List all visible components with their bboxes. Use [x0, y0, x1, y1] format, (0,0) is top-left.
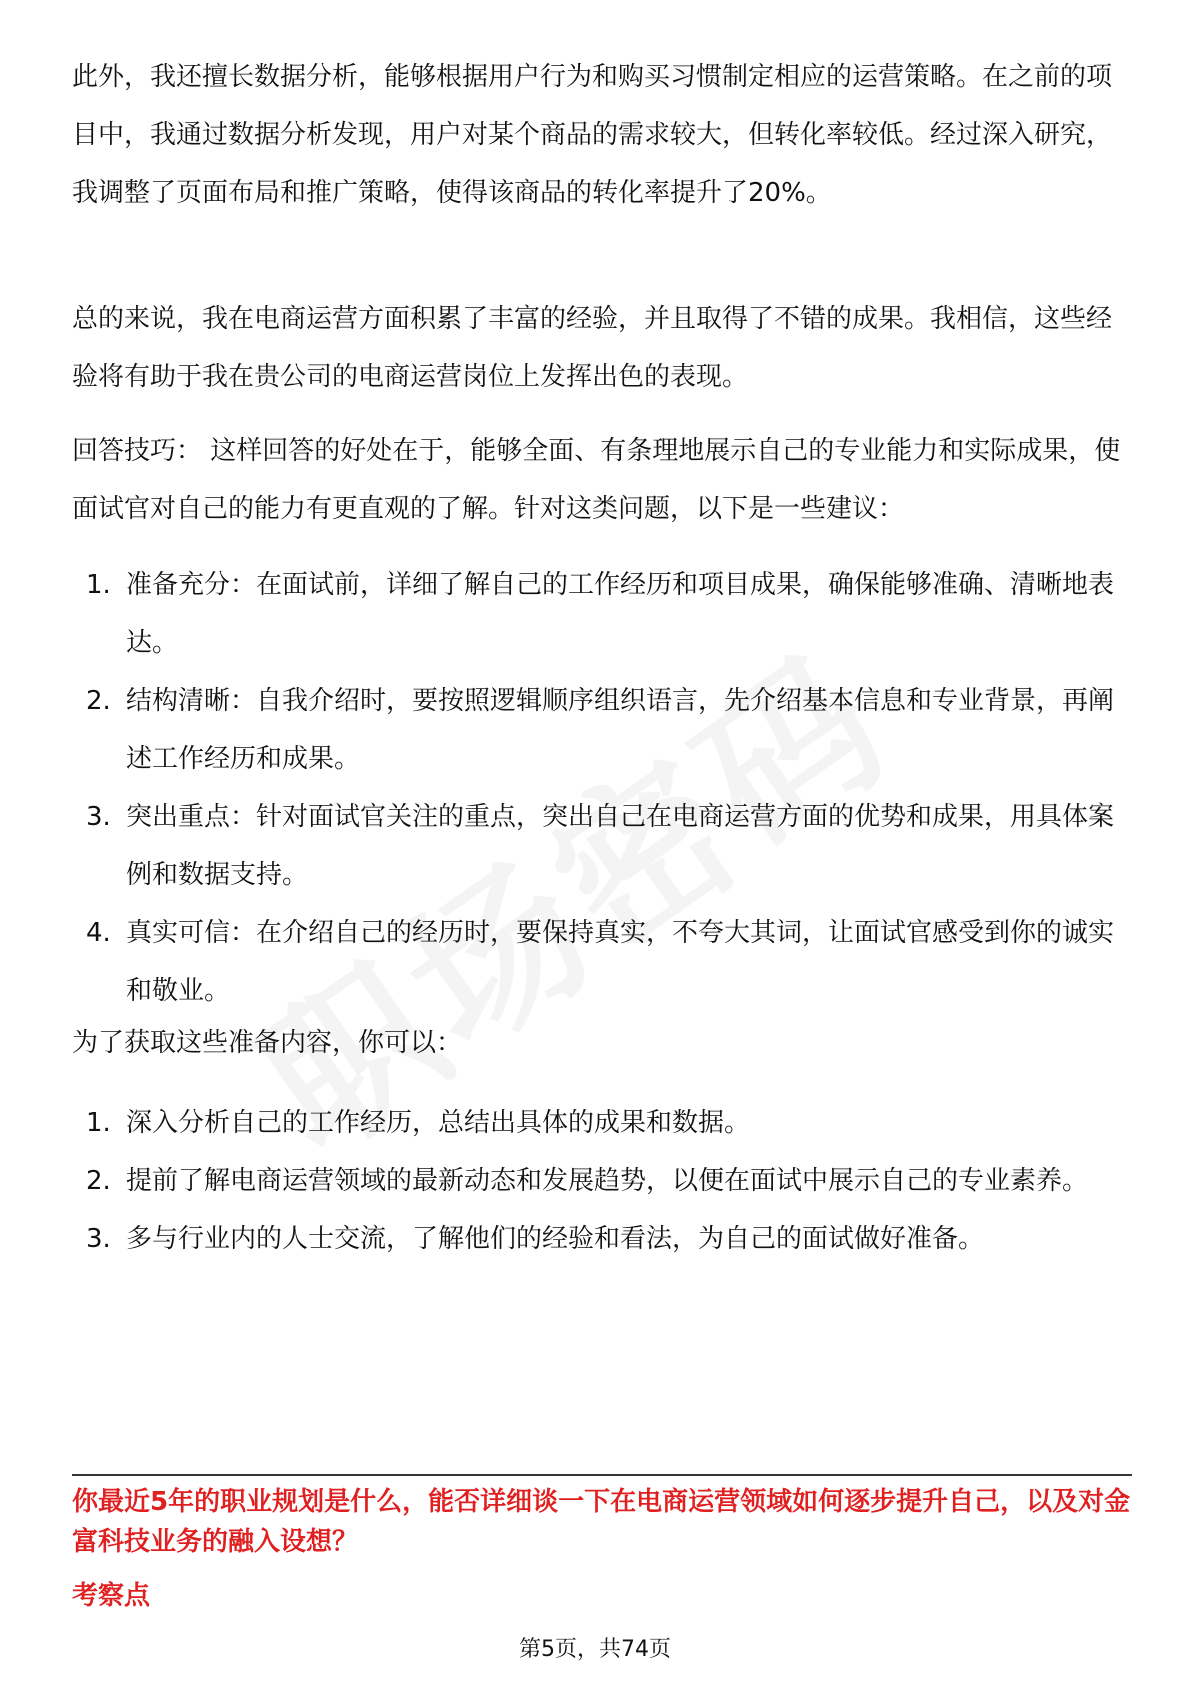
list-text: 真实可信：在介绍自己的经历时，要保持真实，不夸大其词，让面试官感受到你的诚实和敬业。	[126, 918, 1115, 1006]
paragraph-answer-tips: 回答技巧： 这样回答的好处在于，能够全面、有条理地展示自己的专业能力和实际成果，使面试官对自己的能力有更直观的了解。针对这类问题，以下是一些建议：	[72, 436, 1121, 524]
list-number: 3.	[86, 802, 111, 832]
list-text: 提前了解电商运营领域的最新动态和发展趋势，以便在面试中展示自己的专业素养。	[126, 1166, 1089, 1196]
prep-list	[72, 1094, 1132, 1268]
list-item	[72, 904, 1132, 1020]
list-number: 1.	[86, 570, 111, 600]
paragraph-summary: 总的来说，我在电商运营方面积累了丰富的经验，并且取得了不错的成果。我相信，这些经验将有助于我在贵公司的电商运营岗位上发挥出色的表现。	[72, 304, 1113, 392]
section-label: 考察点	[72, 1581, 151, 1611]
list-item	[72, 788, 1132, 904]
list-item	[72, 672, 1132, 788]
list-text: 多与行业内的人士交流，了解他们的经验和看法，为自己的面试做好准备。	[126, 1224, 985, 1254]
list-item	[72, 1094, 1132, 1152]
page-footer: 第5页，共74页	[519, 1637, 671, 1662]
tips-list	[72, 556, 1132, 1020]
list-number: 2.	[86, 686, 111, 716]
list-item	[72, 1210, 1132, 1268]
section-divider	[72, 1474, 1132, 1476]
interview-question: 你最近5年的职业规划是什么，能否详细谈一下在电商运营领域如何逐步提升自己，以及对金富科技业务的融入设想？	[72, 1487, 1131, 1557]
list-text: 突出重点：针对面试官关注的重点，突出自己在电商运营方面的优势和成果，用具体案例和数据支持。	[126, 802, 1115, 890]
paragraph-data-analysis: 此外，我还擅长数据分析，能够根据用户行为和购买习惯制定相应的运营策略。在之前的项目中，我通过数据分析发现，用户对某个商品的需求较大，但转化率较低。经过深入研究，我调整了页面布局和推广策略，使得该商品的转化率提升了20%。	[72, 62, 1113, 208]
list-item	[72, 556, 1132, 672]
list-number: 4.	[86, 918, 111, 948]
list-text: 结构清晰：自我介绍时，要按照逻辑顺序组织语言，先介绍基本信息和专业背景，再阐述工作经历和成果。	[126, 686, 1115, 774]
list-text: 准备充分：在面试前，详细了解自己的工作经历和项目成果，确保能够准确、清晰地表达。	[126, 570, 1115, 658]
paragraph-prep-intro: 为了获取这些准备内容，你可以：	[72, 1028, 463, 1058]
list-text: 深入分析自己的工作经历，总结出具体的成果和数据。	[126, 1108, 751, 1138]
list-item	[72, 1152, 1132, 1210]
list-number: 3.	[86, 1224, 111, 1254]
list-number: 2.	[86, 1166, 111, 1196]
list-number: 1.	[86, 1108, 111, 1138]
